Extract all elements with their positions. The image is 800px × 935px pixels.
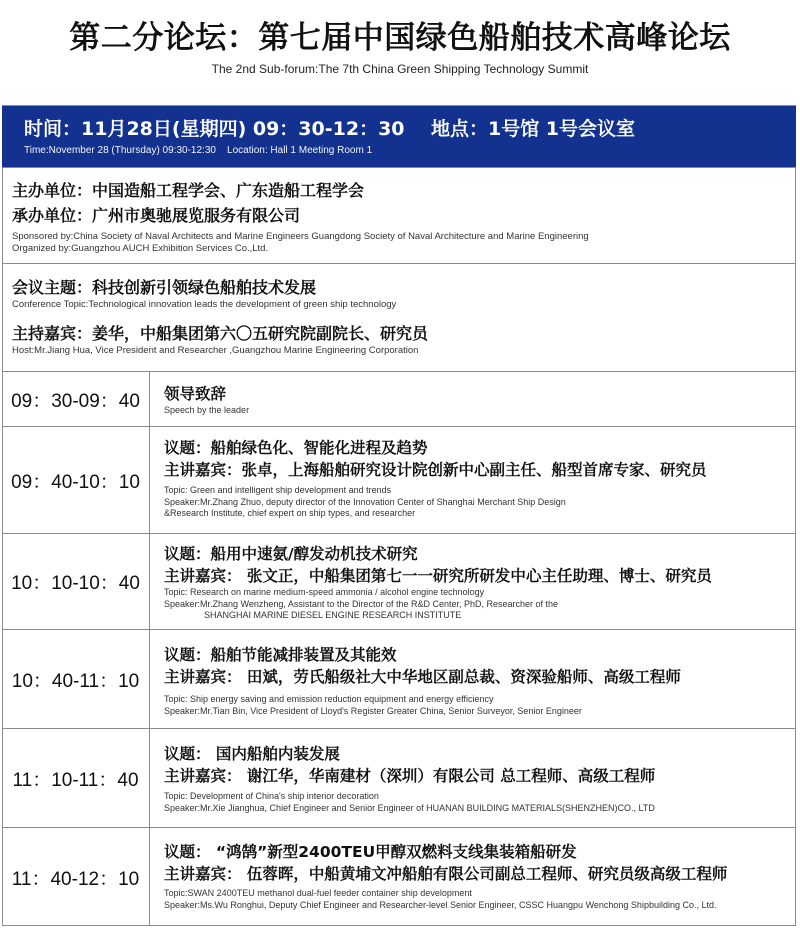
session-speaker-en: Speaker:Mr.Tian Bin, Vice President of Lloyd's Register Greater China, Senior Surveyor, Senior Engineer [164,705,582,716]
session-topic-en: Topic: Development of China's ship interior decoration [164,791,379,801]
page-subtitle: The 2nd Sub-forum:The 7th China Green Shipping Technology Summit [211,62,589,76]
time-location-cn: 时间：11月28日(星期四) 09：30-12：30 地点：1号馆 1号会议室 [24,118,636,140]
session-topic-cn: 议题：船舶节能减排装置及其能效 [164,646,397,664]
time-location-banner [2,106,796,167]
session-topic-en: Topic: Research on marine medium-speed ammonia / alcohol engine technology [164,587,485,597]
session-time: 11：40-12：10 [2,828,150,926]
session-speaker-cn: 主讲嘉宾： 伍蓉晖，中船黄埔文冲船舶有限公司副总工程师、研究员级高级工程师 [164,865,728,883]
session-topic-cn: 议题： “鸿鹄”新型2400TEU甲醇双燃料支线集装箱船研发 [164,843,577,861]
conference-section [2,263,796,371]
organizer-cn: 承办单位：广州市奥驰展览服务有限公司 [12,206,301,225]
session-speaker-cn: 主讲嘉宾： 谢江华，华南建材（深圳）有限公司 总工程师、高级工程师 [164,767,656,785]
schedule-row [2,827,796,926]
organizers-section [2,167,796,253]
session-time: 10：40-11：10 [2,630,150,728]
session-speaker-en: Speaker:Mr.Zhang Wenzheng, Assistant to the Director of the R&D Center, PhD, Researcher of the [164,598,559,609]
session-speaker-en: Speaker:Mr.Zhang Zhuo, deputy director of the Innovation Center of Shanghai Merchant Ship Design [164,496,566,507]
schedule-row [2,533,796,629]
session-topic-cn: 领导致辞 [164,385,227,403]
session-topic-en: Topic:SWAN 2400TEU methanol dual-fuel feeder container ship development [164,888,472,898]
session-topic-cn: 议题： 国内船舶内装发展 [164,745,340,763]
page-title: 第二分论坛：第七届中国绿色船舶技术高峰论坛 [69,20,731,56]
session-topic-en: Speech by the leader [164,405,250,415]
session-time: 11：10-11：40 [2,729,150,827]
schedule-row [2,426,796,533]
session-speaker-cn: 主讲嘉宾： 张文正，中船集团第七一一研究所研发中心主任助理、博士、研究员 [164,567,712,585]
session-speaker-en: Speaker:Mr.Xie Jianghua, Chief Engineer and Senior Engineer of HUANAN BUILDING MATERIALS(SHENZHEN)CO., LTD [164,802,655,813]
host-en: Host:Mr.Jiang Hua, Vice President and Researcher ,Guangzhou Marine Engineering Corporation [12,345,419,356]
session-speaker-cn: 主讲嘉宾： 田斌，劳氏船级社大中华地区副总裁、资深验船师、高级工程师 [164,668,681,686]
sponsor-en: Sponsored by:China Society of Naval Architects and Marine Engineers Guangdong Society of Naval Architecture and Marine Engineering [12,231,589,242]
session-topic-cn: 议题：船舶绿色化、智能化进程及趋势 [164,439,428,457]
session-time: 09：40-10：10 [2,427,150,533]
session-time: 10：10-10：40 [2,534,150,629]
time-location-en: Time:November 28 (Thursday) 09:30-12:30 Location: Hall 1 Meeting Room 1 [24,145,373,156]
session-time: 09：30-09：40 [2,372,150,426]
session-topic-en: Topic: Green and intelligent ship development and trends [164,485,392,495]
session-speaker-cn: 主讲嘉宾：张卓，上海船舶研究设计院创新中心副主任、船型首席专家、研究员 [164,461,707,479]
session-speaker-en-cont: SHANGHAI MARINE DIESEL ENGINE RESEARCH INSTITUTE [204,610,462,620]
sponsor-cn: 主办单位：中国造船工程学会、广东造船工程学会 [12,181,365,200]
schedule-row [2,728,796,827]
session-topic-cn: 议题：船用中速氨/醇发动机技术研究 [164,545,418,563]
host-cn: 主持嘉宾：姜华，中船集团第六〇五研究院副院长、研究员 [12,324,429,343]
session-topic-en: Topic: Ship energy saving and emission reduction equipment and energy efficiency [164,694,494,704]
session-speaker-en: Speaker:Ms.Wu Ronghui, Deputy Chief Engineer and Researcher-level Senior Engineer, CSSC Huangpu Wenchong Shipbuilding Co., Ltd. [164,899,717,910]
session-speaker-en-cont: &Research Institute, chief expert on ship types, and researcher [164,508,416,518]
schedule-row [2,629,796,728]
schedule-row [2,371,796,426]
conference-topic-en: Conference Topic:Technological innovation leads the development of green ship technology [12,299,397,310]
organizer-en: Organized by:Guangzhou AUCH Exhibition Services Co.,Ltd. [12,243,269,254]
conference-topic-cn: 会议主题：科技创新引领绿色船舶技术发展 [12,278,317,297]
